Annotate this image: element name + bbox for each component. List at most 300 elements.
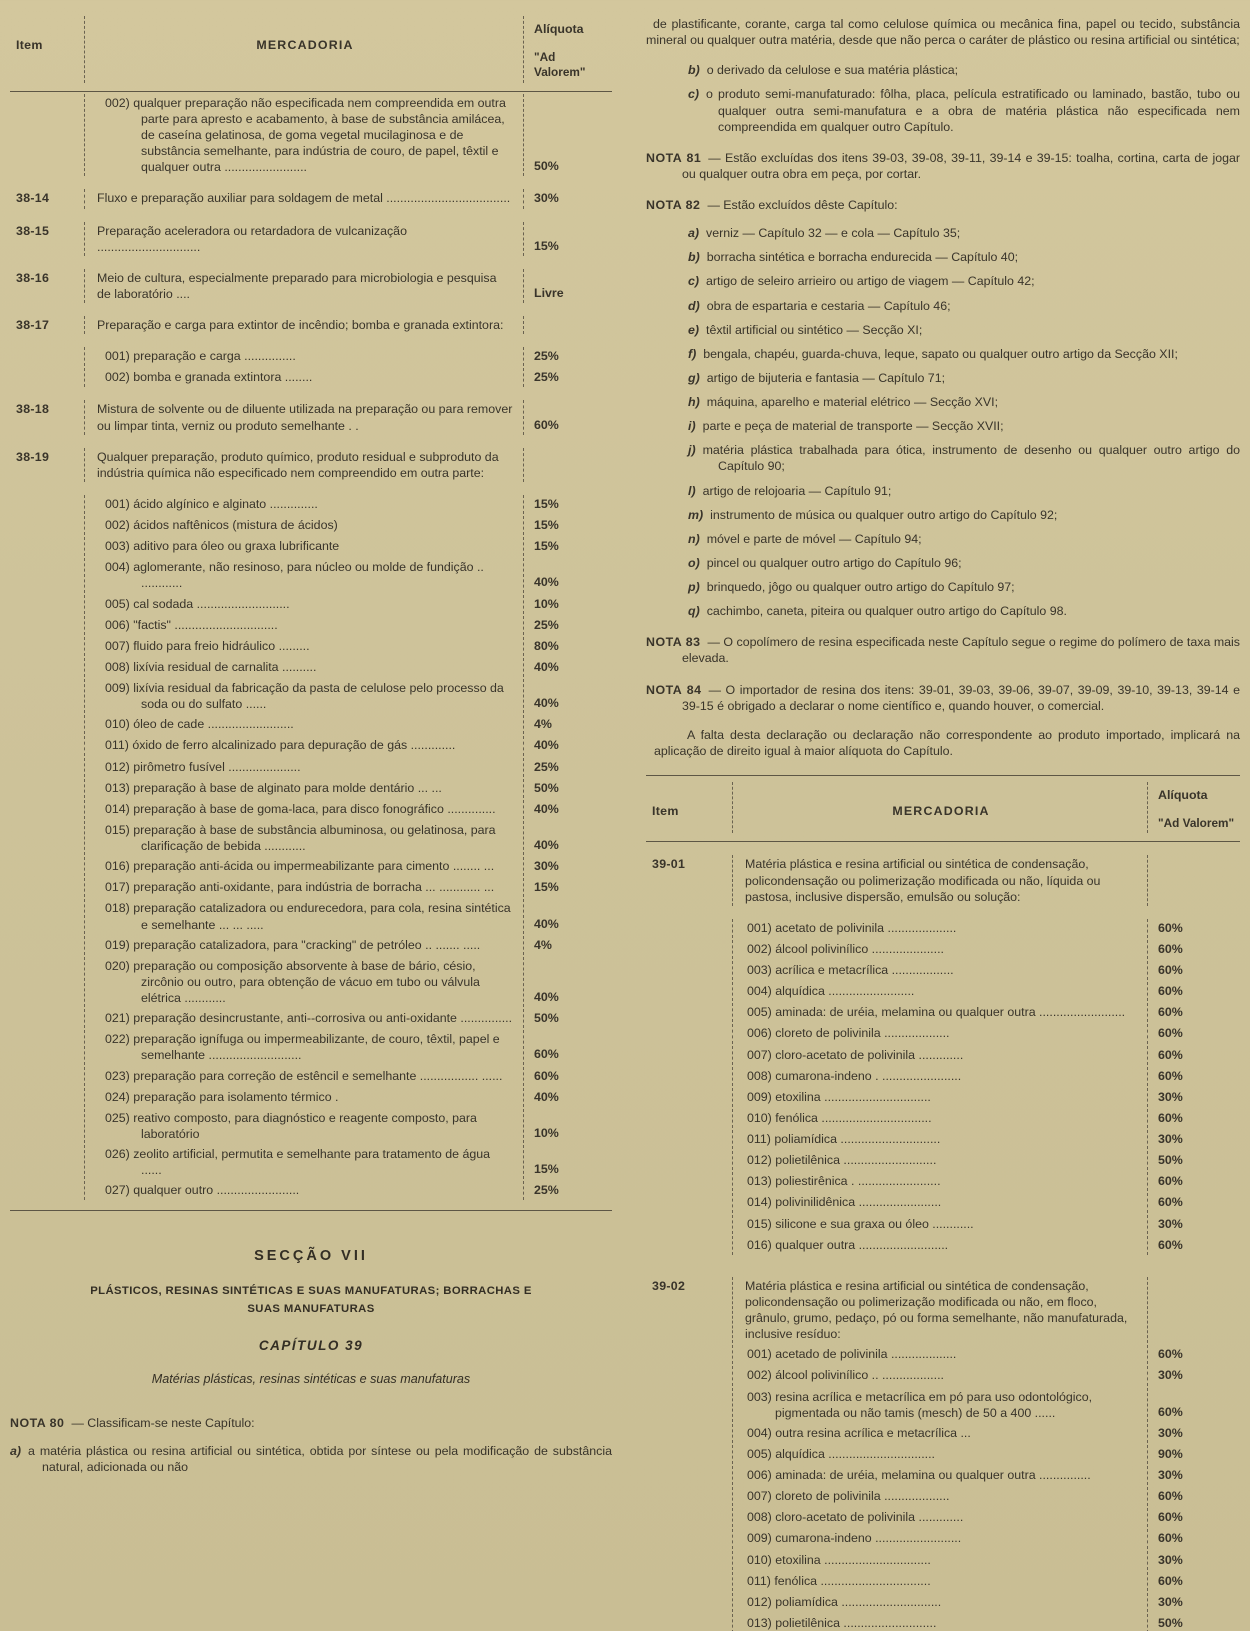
paragraph-text: o produto semi-manufaturado: fôlha, placa, película estratificado ou laminado, bastão, tubo ou qualquer outra semi-manufatura e a obra de matéria plástica não especificada nem compreendida em qualquer outro Capítulo. xyxy=(706,87,1240,134)
row-description: 015) silicone e sua graxa ou óleo ............ xyxy=(732,1215,1148,1234)
row-rate: 40% xyxy=(534,838,559,853)
paragraph-text: têxtil artificial ou sintético — Secção XI; xyxy=(706,322,923,337)
row-description: Matéria plástica e resina artificial ou sintética de condensação, policondensação ou polimerização modificada ou não, em floco, grânulo, grumo, pedaço, pó ou forma semelhante, não manufaturada, inclusive resíduo: xyxy=(732,1277,1148,1344)
row-description: 019) preparação catalizadora, para "cracking" de petróleo .. ....... ..... xyxy=(84,936,524,955)
tariff-table-left xyxy=(10,16,612,1211)
row-rate: 40% xyxy=(534,801,559,816)
row-rate: 40% xyxy=(534,575,559,590)
tariff-table-right xyxy=(646,775,1240,1631)
item-code xyxy=(10,516,84,535)
row-rate xyxy=(524,316,612,334)
item-code xyxy=(646,1003,732,1022)
row-rate: 25% xyxy=(534,1183,559,1198)
row-rate: 25% xyxy=(534,349,559,364)
row-rate xyxy=(1148,855,1240,905)
row-description: 007) fluido para freio hidráulico ......... xyxy=(84,637,524,656)
item-code xyxy=(646,940,732,959)
paragraph-text: artigo de relojoaria — Capítulo 91; xyxy=(702,483,892,498)
section-title: SECÇÃO VII xyxy=(254,1248,368,1265)
table-row xyxy=(10,269,612,303)
table-row xyxy=(10,1009,612,1028)
note-paragraph xyxy=(646,579,1240,595)
item-code xyxy=(646,1487,732,1506)
section-subtitle: PLÁSTICOS, RESINAS SINTÉTICAS E SUAS MANUFATURAS; BORRACHAS E SUAS MANUFATURAS xyxy=(90,1285,532,1315)
paragraph-text: borracha sintética e borracha endurecida — Capítulo 40; xyxy=(706,250,1019,265)
paragraph-text: o derivado da celulose e sua matéria plástica; xyxy=(706,63,959,78)
right-column xyxy=(646,16,1240,1631)
note-paragraph xyxy=(646,727,1240,759)
paragraph-text: artigo de bijuteria e fantasia — Capítulo 71; xyxy=(706,370,946,385)
table-row xyxy=(10,637,612,656)
item-code: 38-15 xyxy=(16,223,50,238)
row-description: 007) cloreto de polivinila ................... xyxy=(732,1487,1148,1506)
chapter-subtitle: Matérias plásticas, resinas sintéticas e suas manufaturas xyxy=(151,1371,471,1386)
row-rate: 25% xyxy=(534,617,559,632)
note-paragraph xyxy=(646,483,1240,499)
row-description: 005) cal sodada ........................... xyxy=(84,595,524,614)
paragraph-text: pincel ou qualquer outro artigo do Capítulo 96; xyxy=(706,555,962,570)
item-code xyxy=(10,957,84,1007)
header-mercadoria-label: MERCADORIA xyxy=(84,16,524,83)
item-code xyxy=(646,1366,732,1385)
row-description: Qualquer preparação, produto químico, produto residual e subproduto da indústria química não especificado nem compreendido em outra parte: xyxy=(84,448,524,482)
item-code xyxy=(10,1181,84,1200)
table-row xyxy=(646,1130,1240,1149)
item-code xyxy=(646,1593,732,1612)
paragraph-tag: NOTA 82 xyxy=(646,198,701,212)
paragraph-text: artigo de seleiro arrieiro ou artigo de viagem — Capítulo 42; xyxy=(706,274,1035,289)
item-code xyxy=(10,899,84,933)
table-row xyxy=(646,1193,1240,1212)
row-rate: 30% xyxy=(1158,1594,1183,1609)
row-description: 003) acrílica e metacrílica .................. xyxy=(732,961,1148,980)
row-description: 010) fenólica ................................ xyxy=(732,1109,1148,1128)
row-rate: 60% xyxy=(1158,1110,1183,1125)
row-rate xyxy=(1148,1277,1240,1344)
paragraph-tag: i) xyxy=(688,419,696,434)
row-rate: 60% xyxy=(1158,963,1183,978)
section-heading-block xyxy=(10,1247,612,1387)
table-row xyxy=(646,1109,1240,1128)
row-description: 005) aminada: de uréia, melamina ou qualquer outra ......................... xyxy=(732,1003,1148,1022)
row-rate: 30% xyxy=(534,191,559,206)
row-rate: 60% xyxy=(1158,1174,1183,1189)
paragraph-tag: b) xyxy=(688,250,700,265)
row-description: 001) acetato de polivinila .................... xyxy=(732,919,1148,938)
row-rate: 40% xyxy=(534,916,559,931)
row-description: Fluxo e preparação auxiliar para soldagem de metal .................................... xyxy=(84,189,524,208)
table-row xyxy=(646,1529,1240,1548)
row-description: 005) alquídica ............................... xyxy=(732,1445,1148,1464)
row-rate: 50% xyxy=(1158,1615,1183,1630)
item-code xyxy=(646,1345,732,1364)
item-code xyxy=(646,1424,732,1443)
item-code xyxy=(10,595,84,614)
row-description: Preparação aceleradora ou retardadora de vulcanização .............................. xyxy=(84,222,524,256)
row-description: 026) zeolito artificial, permutita e semelhante para tratamento de água ...... xyxy=(84,1145,524,1179)
paragraph-tag: q) xyxy=(688,604,700,619)
item-code xyxy=(646,1551,732,1570)
table-row xyxy=(10,595,612,614)
item-code xyxy=(646,1088,732,1107)
row-rate: 60% xyxy=(1158,1347,1183,1362)
item-code xyxy=(10,715,84,734)
item-code: 38-18 xyxy=(16,402,50,417)
row-rate xyxy=(524,448,612,482)
item-code xyxy=(646,1445,732,1464)
table-header-right xyxy=(646,775,1240,842)
item-code xyxy=(646,919,732,938)
row-description: 009) etoxilina ............................... xyxy=(732,1088,1148,1107)
row-description: Preparação e carga para extintor de incêndio; bomba e granada extintora: xyxy=(84,316,524,334)
item-code xyxy=(10,758,84,777)
row-description: 002) qualquer preparação não especificada nem compreendida em outra parte para apresto e acabamento, à base de substância amilácea, de caseína gelatinosa, de goma vegetal mucilaginosa e de substância semelhante, para indústria de couro, de papel, têxtil e qualquer outra ........................ xyxy=(84,94,524,177)
row-description: Meio de cultura, especialmente preparado para microbiologia e pesquisa de laboratório .... xyxy=(84,269,524,303)
note-paragraph xyxy=(646,370,1240,386)
row-description: 009) cumarona-indeno ......................... xyxy=(732,1529,1148,1548)
item-code: 38-17 xyxy=(16,318,50,333)
row-description: 009) lixívia residual da fabricação da pasta de celulose pelo processo da soda ou do sulfato ...... xyxy=(84,679,524,713)
item-code xyxy=(10,368,84,387)
row-rate: 60% xyxy=(1158,1510,1183,1525)
row-description: 002) bomba e granada extintora ........ xyxy=(84,368,524,387)
row-description: 012) pirômetro fusível ..................... xyxy=(84,758,524,777)
table-row xyxy=(10,558,612,592)
row-rate: 15% xyxy=(534,539,559,554)
row-rate: 50% xyxy=(1158,1153,1183,1168)
row-rate: 50% xyxy=(534,780,559,795)
note-paragraph xyxy=(646,197,1240,213)
row-rate: 60% xyxy=(1158,920,1183,935)
table-row xyxy=(10,1181,612,1200)
paragraph-tag: e) xyxy=(688,322,700,337)
row-description: 011) óxido de ferro alcalinizado para depuração de gás ............. xyxy=(84,736,524,755)
row-rate: 60% xyxy=(1158,1489,1183,1504)
row-rate: 30% xyxy=(1158,1216,1183,1231)
row-description: 003) aditivo para óleo ou graxa lubrificante xyxy=(84,537,524,556)
row-rate: 60% xyxy=(1158,1026,1183,1041)
paragraph-text: — Classificam-se neste Capítulo: xyxy=(71,1416,255,1431)
note-paragraph xyxy=(646,16,1240,48)
row-rate: 60% xyxy=(1158,1195,1183,1210)
row-description: 001) preparação e carga ............... xyxy=(84,347,524,366)
paragraph-text: parte e peça de material de transporte — Secção XVII; xyxy=(702,419,1004,434)
paragraph-text: brinquedo, jôgo ou qualquer outro artigo do Capítulo 97; xyxy=(706,580,1015,594)
row-description: 004) aglomerante, não resinoso, para núcleo ou molde de fundição .. ............ xyxy=(84,558,524,592)
table-row xyxy=(10,368,612,387)
row-description: 017) preparação anti-oxidante, para indústria de borracha ... ............ ... xyxy=(84,878,524,897)
table-row xyxy=(10,779,612,798)
table-row xyxy=(10,495,612,514)
row-description: 013) polietilênica ........................... xyxy=(732,1614,1148,1631)
item-code xyxy=(10,1030,84,1064)
paragraph-tag: a) xyxy=(688,226,700,241)
item-code xyxy=(10,658,84,677)
item-code xyxy=(646,1151,732,1170)
row-description: 010) etoxilina ............................... xyxy=(732,1551,1148,1570)
note-paragraph xyxy=(646,555,1240,571)
item-code xyxy=(10,821,84,855)
item-code xyxy=(10,1009,84,1028)
table-row xyxy=(10,857,612,876)
paragraph-text: a matéria plástica ou resina artificial ou sintética, obtida por síntese ou pela modificação de substância natural, adicionada ou não xyxy=(28,1444,612,1475)
table-row xyxy=(646,1445,1240,1464)
row-rate: 30% xyxy=(534,859,559,874)
row-rate: 15% xyxy=(534,496,559,511)
item-code xyxy=(646,1215,732,1234)
paragraph-text: verniz — Capítulo 32 — e cola — Capítulo 35; xyxy=(706,226,961,241)
paragraph-tag: h) xyxy=(688,395,700,409)
table-row xyxy=(646,1277,1240,1344)
paragraph-text: obra de espartaria e cestaria — Capítulo 46; xyxy=(706,298,951,313)
row-rate: 60% xyxy=(1158,941,1183,956)
paragraph-text: de plastificante, corante, carga tal como celulose química ou mecânica fina, papel ou tecido, substância mineral ou qualquer outra matéria, desde que não perca o caráter de plástico ou resina artificial ou sintética; xyxy=(646,17,1240,48)
table-row xyxy=(10,878,612,897)
item-code: 39-01 xyxy=(652,857,686,872)
paragraph-text: cachimbo, caneta, piteira ou qualquer outro artigo do Capítulo 98. xyxy=(706,604,1067,619)
item-code xyxy=(10,800,84,819)
table-row xyxy=(646,1046,1240,1065)
right-notes xyxy=(646,16,1240,759)
note-paragraph xyxy=(646,225,1240,241)
table-row xyxy=(10,1030,612,1064)
table-row xyxy=(10,400,612,434)
note-paragraph xyxy=(10,1415,612,1431)
item-code xyxy=(10,736,84,755)
note-paragraph xyxy=(646,86,1240,134)
row-description: 007) cloro-acetato de polivinila ............. xyxy=(732,1046,1148,1065)
item-code xyxy=(10,347,84,366)
row-description: 010) óleo de cade ......................... xyxy=(84,715,524,734)
item-code xyxy=(10,637,84,656)
row-description: 006) aminada: de uréia, melamina ou qualquer outra ............... xyxy=(732,1466,1148,1485)
aliquota-line1: Alíquota xyxy=(534,22,584,36)
item-code xyxy=(646,961,732,980)
row-rate: 30% xyxy=(1158,1425,1183,1440)
item-code xyxy=(646,1172,732,1191)
table-row xyxy=(10,899,612,933)
row-rate: 15% xyxy=(534,880,559,895)
note-paragraph xyxy=(646,62,1240,78)
row-description: 002) álcool polivinílico ..................... xyxy=(732,940,1148,959)
row-rate: 4% xyxy=(534,717,552,732)
row-description: Mistura de solvente ou de diluente utilizada na preparação ou para remover ou limpar tinta, verniz ou produto semelhante . . xyxy=(84,400,524,434)
row-rate: 40% xyxy=(534,659,559,674)
table-row xyxy=(646,1215,1240,1234)
table-row xyxy=(10,821,612,855)
item-code xyxy=(10,537,84,556)
note-paragraph xyxy=(646,346,1240,362)
row-description: 016) preparação anti-ácida ou impermeabilizante para cimento ........ ... xyxy=(84,857,524,876)
table-row xyxy=(646,1508,1240,1527)
table-row xyxy=(10,736,612,755)
table-row xyxy=(10,936,612,955)
table-row xyxy=(646,1487,1240,1506)
row-rate: 15% xyxy=(534,1162,559,1177)
row-rate: 60% xyxy=(534,1047,559,1062)
row-rate: Livre xyxy=(534,285,564,300)
item-code xyxy=(10,495,84,514)
row-description: 024) preparação para isolamento térmico . xyxy=(84,1088,524,1107)
item-code xyxy=(646,1388,732,1422)
row-description: 022) preparação ignífuga ou impermeabilizante, de couro, têxtil, papel e semelhante ........................... xyxy=(84,1030,524,1064)
table-row xyxy=(10,347,612,366)
table-row xyxy=(10,222,612,256)
note-paragraph xyxy=(646,394,1240,410)
row-description: 013) poliestirênica . ........................ xyxy=(732,1172,1148,1191)
paragraph-tag: g) xyxy=(688,370,700,385)
row-description: 008) cumarona-indeno . ....................... xyxy=(732,1067,1148,1086)
table-row xyxy=(10,758,612,777)
note-paragraph xyxy=(646,603,1240,619)
paragraph-text: bengala, chapéu, guarda-chuva, leque, sapato ou qualquer outro artigo da Secção XII; xyxy=(703,346,1178,361)
note-paragraph xyxy=(646,442,1240,474)
note-paragraph xyxy=(646,298,1240,314)
table-row xyxy=(646,1593,1240,1612)
paragraph-tag: NOTA 84 xyxy=(646,682,702,697)
item-code: 38-14 xyxy=(16,191,50,206)
table-row xyxy=(646,1345,1240,1364)
table-row xyxy=(646,919,1240,938)
item-code xyxy=(10,679,84,713)
paragraph-tag: p) xyxy=(688,580,700,594)
paragraph-tag: c) xyxy=(688,87,700,102)
note-paragraph xyxy=(646,150,1240,182)
row-description: 023) preparação para correção de estêncil e semelhante ................. ...... xyxy=(84,1067,524,1086)
table-row xyxy=(646,1466,1240,1485)
table-row xyxy=(646,1572,1240,1591)
item-code xyxy=(646,1024,732,1043)
table-body-left xyxy=(10,94,612,1201)
paragraph-tag: c) xyxy=(688,274,700,289)
item-code xyxy=(646,1193,732,1212)
table-row xyxy=(646,1551,1240,1570)
paragraph-text: — O copolímero de resina especificada neste Capítulo segue o regime do polímero de taxa mais elevada. xyxy=(682,635,1240,666)
paragraph-text: matéria plástica trabalhada para ótica, instrumento de desenho ou qualquer outro artigo do Capítulo 90; xyxy=(702,443,1240,474)
item-code: 38-16 xyxy=(16,270,50,285)
note-paragraph xyxy=(646,682,1240,714)
table-row xyxy=(646,1614,1240,1631)
header-item-label: Item xyxy=(652,804,679,818)
row-description: 001) ácido algínico e alginato .............. xyxy=(84,495,524,514)
item-code xyxy=(10,857,84,876)
header-mercadoria-label: MERCADORIA xyxy=(732,782,1148,833)
row-description: 027) qualquer outro ........................ xyxy=(84,1181,524,1200)
header-item-label: Item xyxy=(16,38,43,52)
paragraph-text: — Estão excluídos dêste Capítulo: xyxy=(707,198,898,212)
table-row xyxy=(10,448,612,482)
item-code xyxy=(10,1067,84,1086)
row-rate: 60% xyxy=(1158,984,1183,999)
paragraph-tag: f) xyxy=(688,346,697,361)
item-code xyxy=(646,1614,732,1631)
row-description: 008) lixívia residual de carnalita .......... xyxy=(84,658,524,677)
row-rate: 30% xyxy=(1158,1368,1183,1383)
row-rate: 60% xyxy=(534,417,559,432)
table-row xyxy=(646,1003,1240,1022)
row-description: 016) qualquer outra .......................... xyxy=(732,1236,1148,1255)
paragraph-tag: b) xyxy=(688,63,700,78)
row-rate: 30% xyxy=(1158,1132,1183,1147)
table-row xyxy=(10,800,612,819)
paragraph-tag: NOTA 81 xyxy=(646,150,702,165)
paragraph-text: A falta desta declaração ou declaração não correspondente ao produto importado, implicará na aplicação de direito igual à maior alíquota do Capítulo. xyxy=(654,727,1240,758)
item-code xyxy=(10,1088,84,1107)
paragraph-tag: n) xyxy=(688,531,700,546)
row-description: 025) reativo composto, para diagnóstico e reagente composto, para laboratório xyxy=(84,1109,524,1143)
note-paragraph xyxy=(10,1443,612,1475)
item-code xyxy=(646,1529,732,1548)
table-row xyxy=(646,855,1240,905)
table-row xyxy=(10,516,612,535)
table-row xyxy=(10,957,612,1007)
note-paragraph xyxy=(646,273,1240,289)
header-aliquota-label xyxy=(1148,782,1240,833)
paragraph-text: — Estão excluídas dos itens 39-03, 39-08, 39-11, 39-14 e 39-15: toalha, cortina, carta de jogar ou qualquer outra obra em peça, por cortar. xyxy=(682,150,1240,181)
row-rate: 10% xyxy=(534,596,559,611)
paragraph-tag: d) xyxy=(688,298,700,313)
table-row xyxy=(646,1088,1240,1107)
row-description: 008) cloro-acetato de polivinila ............. xyxy=(732,1508,1148,1527)
row-rate: 60% xyxy=(1158,1068,1183,1083)
row-rate: 60% xyxy=(1158,1573,1183,1588)
table-row xyxy=(10,189,612,208)
table-row xyxy=(646,1424,1240,1443)
note-paragraph xyxy=(646,322,1240,338)
paragraph-text: — O importador de resina dos itens: 39-01, 39-03, 39-06, 39-07, 39-09, 39-10, 39-13, 39-14 e 39-15 é obrigado a declarar o nome científico e, quando houver, o comercial. xyxy=(682,682,1240,713)
paragraph-tag: m) xyxy=(688,507,704,522)
row-rate: 40% xyxy=(534,990,559,1005)
table-row xyxy=(646,1236,1240,1255)
row-description: 011) poliamídica ............................. xyxy=(732,1130,1148,1149)
item-code xyxy=(646,1130,732,1149)
row-rate: 25% xyxy=(534,370,559,385)
item-code xyxy=(646,1508,732,1527)
row-description: 014) preparação à base de goma-laca, para disco fonográfico .............. xyxy=(84,800,524,819)
table-row xyxy=(10,316,612,334)
paragraph-tag: j) xyxy=(688,443,696,458)
note-paragraph xyxy=(646,634,1240,666)
item-code xyxy=(10,936,84,955)
item-code xyxy=(10,1109,84,1143)
row-rate: 25% xyxy=(534,759,559,774)
row-rate: 10% xyxy=(534,1125,559,1140)
table-row xyxy=(10,1109,612,1143)
item-code xyxy=(646,1067,732,1086)
table-row xyxy=(646,940,1240,959)
item-code xyxy=(10,1145,84,1179)
aliquota-line1: Alíquota xyxy=(1158,788,1208,802)
item-code: 38-19 xyxy=(16,449,50,464)
paragraph-tag: o) xyxy=(688,555,700,570)
table-row xyxy=(10,94,612,177)
table-row xyxy=(10,715,612,734)
table-header-left xyxy=(10,16,612,92)
paragraph-text: máquina, aparelho e material elétrico — Secção XVI; xyxy=(706,395,999,409)
row-rate: 80% xyxy=(534,638,559,653)
table-row xyxy=(10,1088,612,1107)
row-description: 018) preparação catalizadora ou endurecedora, para cola, resina sintética e semelhante ... ... ..... xyxy=(84,899,524,933)
row-description: 021) preparação desincrustante, anti--corrosiva ou anti-oxidante ............... xyxy=(84,1009,524,1028)
table-row xyxy=(646,1067,1240,1086)
item-code xyxy=(10,878,84,897)
item-code xyxy=(646,1046,732,1065)
table-row xyxy=(646,1172,1240,1191)
row-description: Matéria plástica e resina artificial ou sintética de condensação, policondensação ou polimerização modificada ou não, líquida ou pastosa, inclusive dispersão, emulsão ou solução: xyxy=(732,855,1148,905)
paragraph-text: móvel e parte de móvel — Capítulo 94; xyxy=(706,531,922,546)
row-rate: 30% xyxy=(1158,1468,1183,1483)
row-description: 002) ácidos naftênicos (mistura de ácidos) xyxy=(84,516,524,535)
